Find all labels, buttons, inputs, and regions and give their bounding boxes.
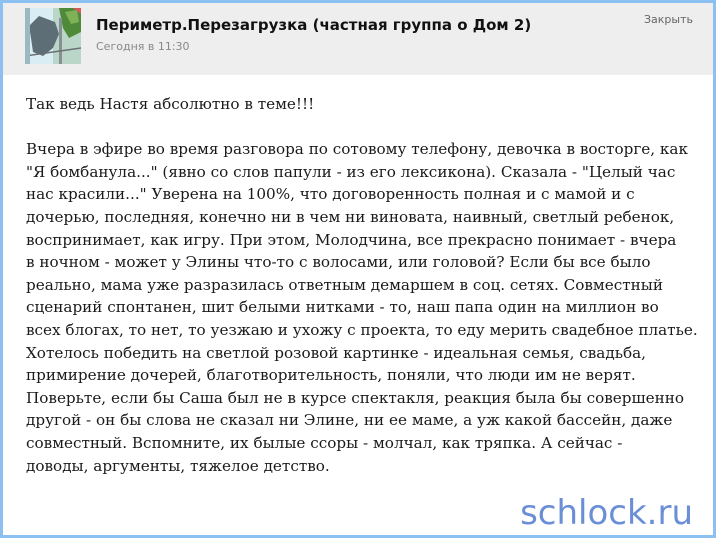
site-watermark: schlock.ru: [516, 494, 697, 532]
text-line: реально, мама уже разразилась ответным демаршем в соц. сетях. Совместный: [26, 275, 663, 294]
text-line: Вчера в эфире во время разговора по сотовому телефону, девочка в восторге, как: [26, 140, 688, 159]
text-line: воспринимает, как игру. При этом, Молодчина, все прекрасно понимает - вчера: [26, 230, 677, 249]
post-header: [3, 3, 713, 75]
text-line: доводы, аргументы, тяжелое детство.: [26, 456, 330, 475]
text-line: другой - он бы слова не сказал ни Элине, ни ее маме, а уж какой бассейн, даже: [26, 411, 673, 430]
text-line: в ночном - может у Элины что-то с волосами, или головой? Если бы все было: [26, 253, 651, 272]
text-line: "Я бомбанула..." (явно со слов папули - из его лексикона). Сказала - "Целый час: [26, 162, 676, 181]
text-line: дочерью, последняя, конечно ни в чем ни виновата, наивный, светлый ребенок,: [26, 207, 675, 226]
text-line: всех блогах, то нет, то уезжаю и ухожу с проекта, то еду мерить свадебное платье.: [26, 320, 698, 339]
text-line: нас красили..." Уверена на 100%, что договоренность полная и с мамой и с: [26, 185, 635, 204]
group-avatar[interactable]: [25, 8, 81, 64]
text-line: совместный. Вспомните, их былые ссоры - молчал, как тряпка. А сейчас -: [26, 433, 623, 452]
paragraph-gap: [26, 116, 706, 139]
text-line: сценарий спонтанен, шит белыми нитками - то, наш папа один на миллион во: [26, 298, 659, 317]
post-paragraph: [26, 138, 706, 477]
close-button[interactable]: Закрыть: [644, 13, 693, 26]
post-timestamp: Сегодня в 11:30: [96, 40, 190, 53]
text-line: примирение дочерей, благотворительность, поняли, что люди им не верят.: [26, 366, 636, 385]
group-title[interactable]: Периметр.Перезагрузка (частная группа о Дом 2): [96, 16, 532, 34]
post-lead: Так ведь Настя абсолютно в теме!!!: [26, 95, 315, 113]
text-line: Хотелось победить на светлой розовой картинке - идеальная семья, свадьба,: [26, 343, 647, 362]
post-body: [26, 93, 706, 477]
group-avatar-image-icon: [25, 8, 81, 64]
text-line: Поверьте, если бы Саша был не в курсе спектакля, реакция была бы совершенно: [26, 388, 685, 407]
